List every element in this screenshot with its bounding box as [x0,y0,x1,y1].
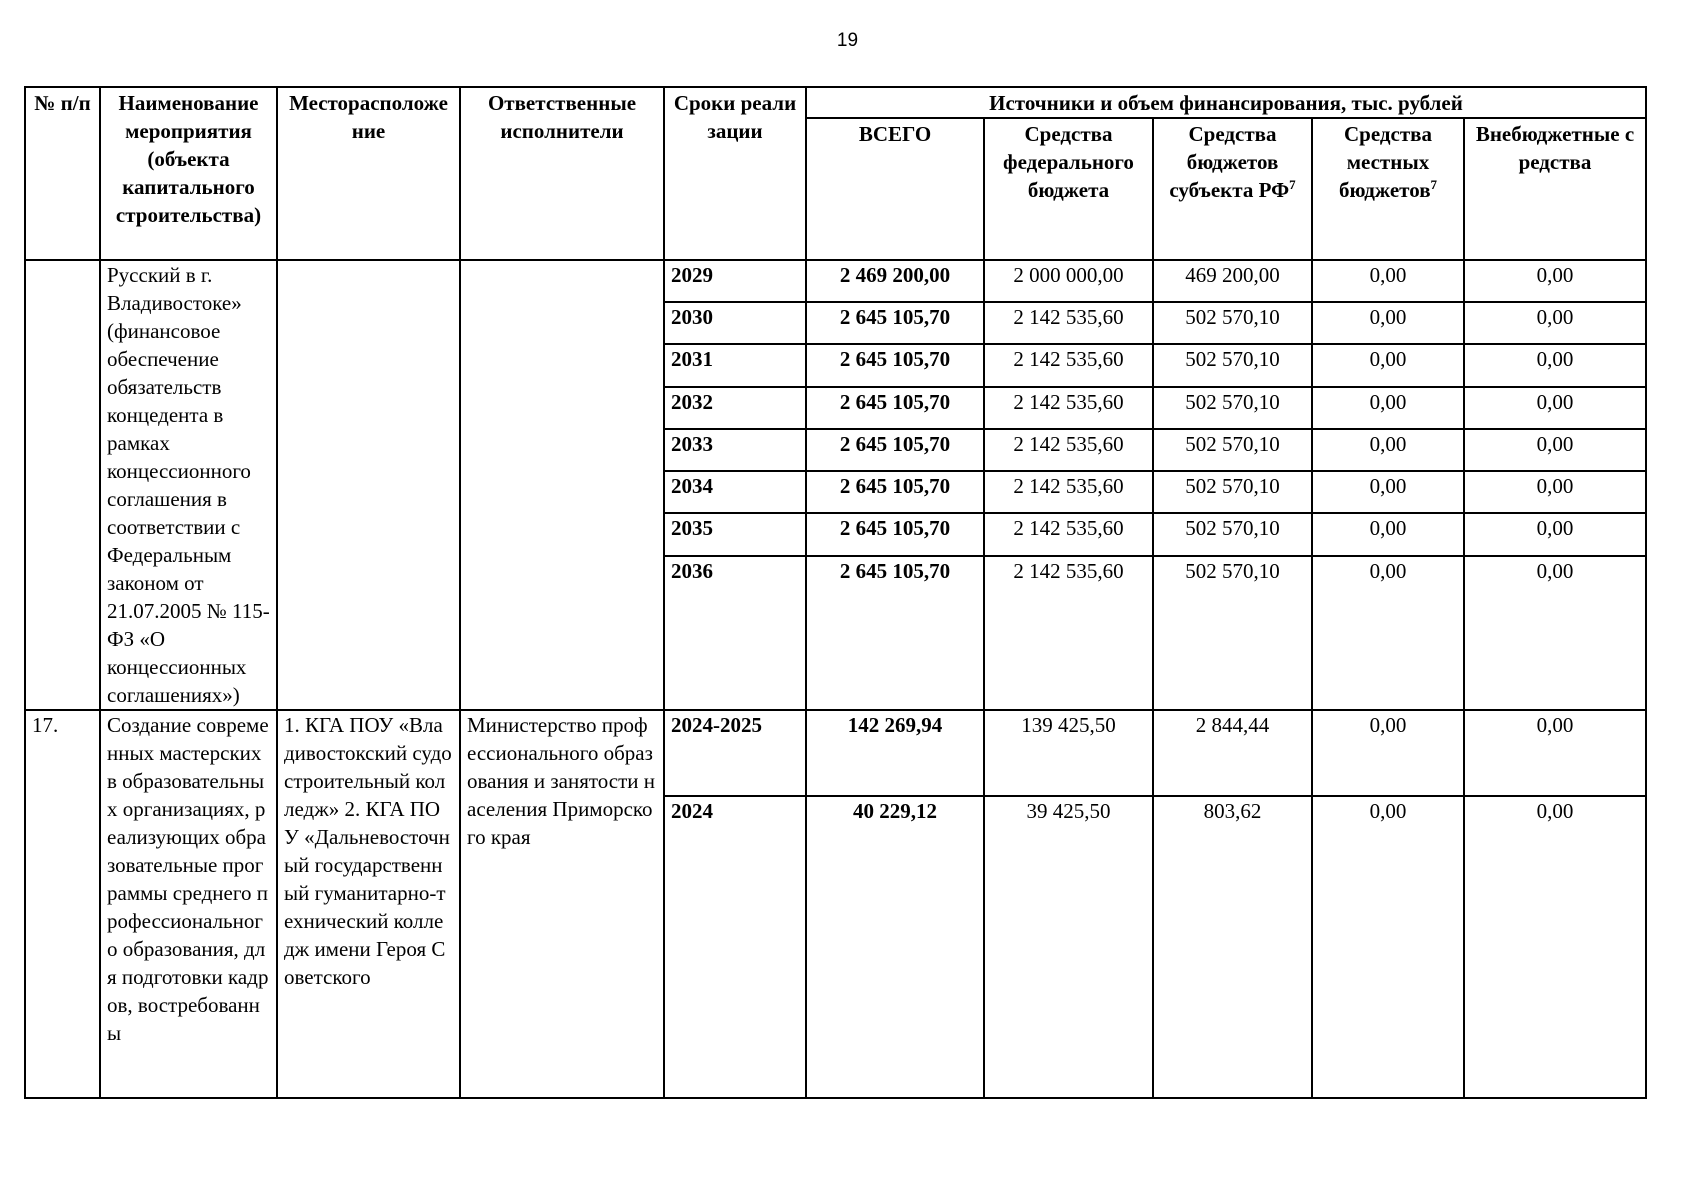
total-cell: 2 645 105,70 [806,387,984,429]
total-cell: 2 645 105,70 [806,513,984,555]
year-cell: 2031 [664,344,806,386]
federal-cell: 39 425,50 [984,796,1153,1098]
total-cell: 2 645 105,70 [806,429,984,471]
total-cell: 2 469 200,00 [806,260,984,302]
block1-num-cell [25,260,100,710]
total-cell: 40 229,12 [806,796,984,1098]
subject-cell: 502 570,10 [1153,344,1312,386]
federal-cell: 2 142 535,60 [984,387,1153,429]
block1-name: Русский в г. Владивостоке» (финансовое обеспечение обязательств концедента в рамках концессионного соглашения в соответствии с Федеральным законом от 21.07.2005 № 115-ФЗ «О концессионных соглашениях») [100,260,277,710]
federal-cell: 2 142 535,60 [984,471,1153,513]
offbudget-cell: 0,00 [1464,302,1646,344]
subject-cell: 469 200,00 [1153,260,1312,302]
total-cell: 142 269,94 [806,710,984,796]
year-cell: 2029 [664,260,806,302]
block1-responsible-cell [460,260,664,710]
footnote-marker: 7 [1289,177,1296,192]
local-cell: 0,00 [1312,556,1464,710]
year-cell: 2024 [664,796,806,1098]
local-cell: 0,00 [1312,513,1464,555]
block2-location: 1. КГА ПОУ «Владивостокский судостроительный колледж» 2. КГА ПОУ «Дальневосточный государственный гуманитарно-технический колледж имени Героя Советского [277,710,460,1098]
federal-cell: 2 142 535,60 [984,302,1153,344]
table-row [25,260,1646,302]
offbudget-cell: 0,00 [1464,556,1646,710]
offbudget-cell: 0,00 [1464,471,1646,513]
local-cell: 0,00 [1312,471,1464,513]
subject-cell: 502 570,10 [1153,429,1312,471]
year-cell: 2032 [664,387,806,429]
table-row [25,710,1646,796]
subject-cell: 803,62 [1153,796,1312,1098]
header-responsible: Ответственные исполнители [460,87,664,260]
federal-cell: 2 142 535,60 [984,344,1153,386]
header-local: Средства местных бюджетов$^7$ [1312,118,1464,260]
local-cell: 0,00 [1312,387,1464,429]
subject-cell: 502 570,10 [1153,387,1312,429]
subject-cell: 502 570,10 [1153,302,1312,344]
block2-name: Создание современных мастерских в образовательных организациях, реализующих образовательные программы среднего профессионального образования, для подготовки кадров, востребованны [100,710,277,1098]
offbudget-cell: 0,00 [1464,710,1646,796]
page-number: 19 [836,30,859,51]
total-cell: 2 645 105,70 [806,556,984,710]
header-subject: Средства бюджетов субъекта $РФ^7$ [1153,118,1312,260]
header-federal: Средства федерального бюджета [984,118,1153,260]
year-cell: 2036 [664,556,806,710]
header-funding-group: Источники и объем финансирования, тыс. рублей [806,87,1646,118]
header-offbudget: Внебюджетные средства [1464,118,1646,260]
subject-cell: 502 570,10 [1153,513,1312,555]
total-cell: 2 645 105,70 [806,302,984,344]
federal-cell: 139 425,50 [984,710,1153,796]
block2-responsible: Министерство профессионального образования и занятости населения Приморского края [460,710,664,1098]
block2-num: 17. [25,710,100,1098]
local-cell: 0,00 [1312,302,1464,344]
footnote-marker: 7 [1430,177,1438,192]
financing-table [24,86,1647,1099]
header-num: № п/п [25,87,100,260]
total-cell: 2 645 105,70 [806,471,984,513]
offbudget-cell: 0,00 [1464,387,1646,429]
subject-cell: 502 570,10 [1153,471,1312,513]
offbudget-cell: 0,00 [1464,429,1646,471]
local-cell: 0,00 [1312,429,1464,471]
year-cell: 2034 [664,471,806,513]
year-cell: 2033 [664,429,806,471]
federal-cell: 2 142 535,60 [984,429,1153,471]
local-cell: 0,00 [1312,344,1464,386]
subject-cell: 502 570,10 [1153,556,1312,710]
offbudget-cell: 0,00 [1464,260,1646,302]
offbudget-cell: 0,00 [1464,344,1646,386]
offbudget-cell: 0,00 [1464,513,1646,555]
local-cell: 0,00 [1312,260,1464,302]
total-cell: 2 645 105,70 [806,344,984,386]
header-location: Месторасположение [277,87,460,260]
federal-cell: 2 142 535,60 [984,556,1153,710]
federal-cell: 2 142 535,60 [984,513,1153,555]
federal-cell: 2 000 000,00 [984,260,1153,302]
local-cell: 0,00 [1312,710,1464,796]
header-name: Наименование мероприятия (объекта капитального строительства) [100,87,277,260]
offbudget-cell: 0,00 [1464,796,1646,1098]
header-total: ВСЕГО [806,118,984,260]
year-cell: 2035 [664,513,806,555]
year-cell: 2030 [664,302,806,344]
local-cell: 0,00 [1312,796,1464,1098]
header-period: Сроки реализации [664,87,806,260]
year-cell: 2024-2025 [664,710,806,796]
subject-cell: 2 844,44 [1153,710,1312,796]
block1-location-cell [277,260,460,710]
